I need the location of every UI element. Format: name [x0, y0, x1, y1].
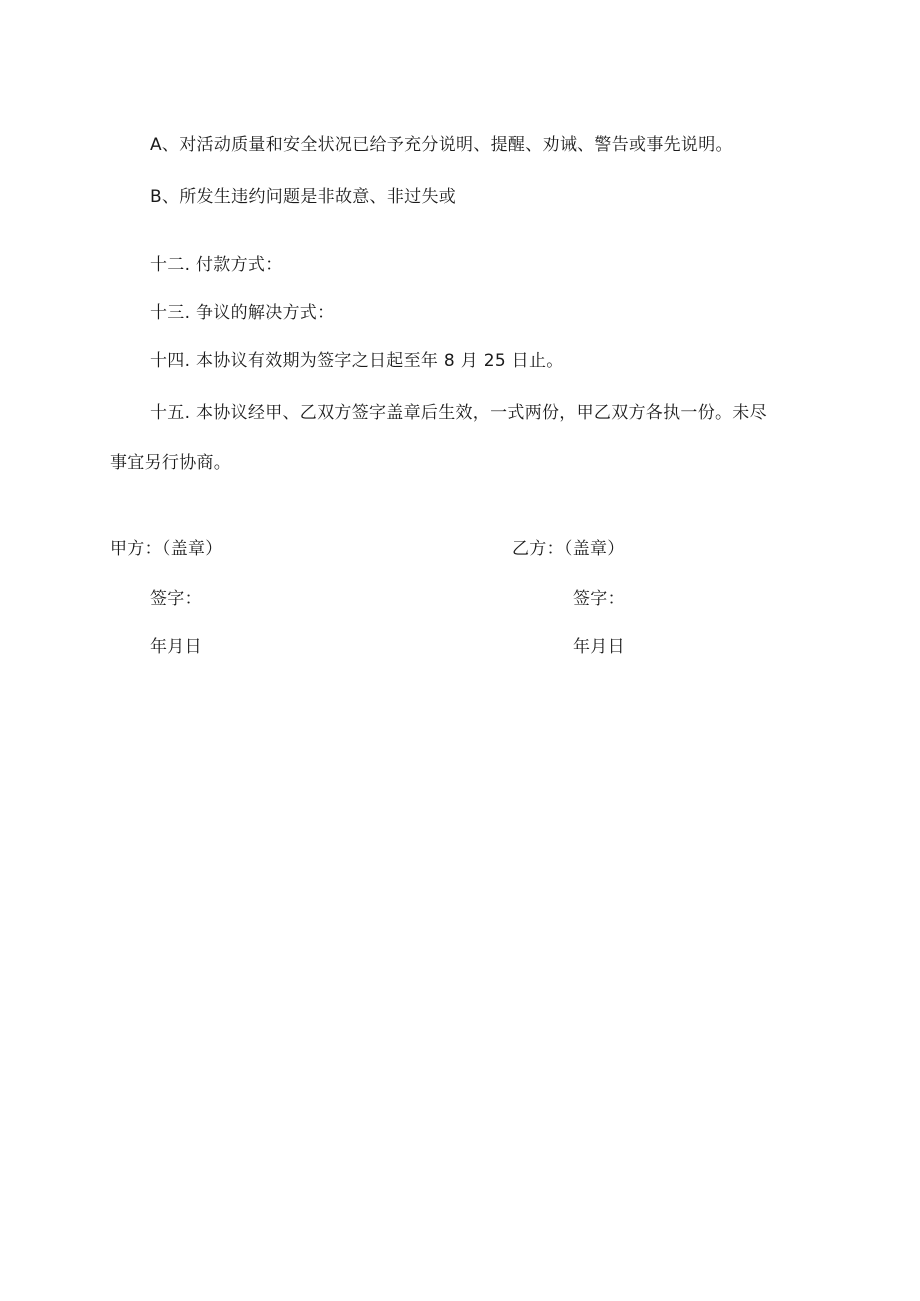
clause-twelve: 十二. 付款方式： — [150, 255, 283, 275]
party-b-sign: 签字： — [573, 589, 625, 609]
clause-fifteen-line2: 事宜另行协商。 — [110, 453, 232, 473]
clause-fourteen: 十四. 本协议有效期为签字之日起至年 8 月 25 日止。 — [150, 351, 564, 371]
clause-thirteen: 十三. 争议的解决方式： — [150, 303, 335, 323]
party-b-label: 乙方：（盖章） — [512, 539, 625, 559]
clause-a: A、对活动质量和安全状况已给予充分说明、提醒、劝诫、警告或事先说明。 — [150, 135, 733, 155]
party-b-date: 年月日 — [573, 637, 625, 657]
clause-b: B、所发生违约问题是非故意、非过失或 — [150, 187, 457, 207]
party-a-sign: 签字： — [150, 589, 202, 609]
party-a-date: 年月日 — [150, 637, 202, 657]
party-a-label: 甲方：（盖章） — [110, 539, 223, 559]
clause-fifteen-line1: 十五. 本协议经甲、乙双方签字盖章后生效，一式两份，甲乙双方各执一份。未尽 — [150, 403, 767, 423]
